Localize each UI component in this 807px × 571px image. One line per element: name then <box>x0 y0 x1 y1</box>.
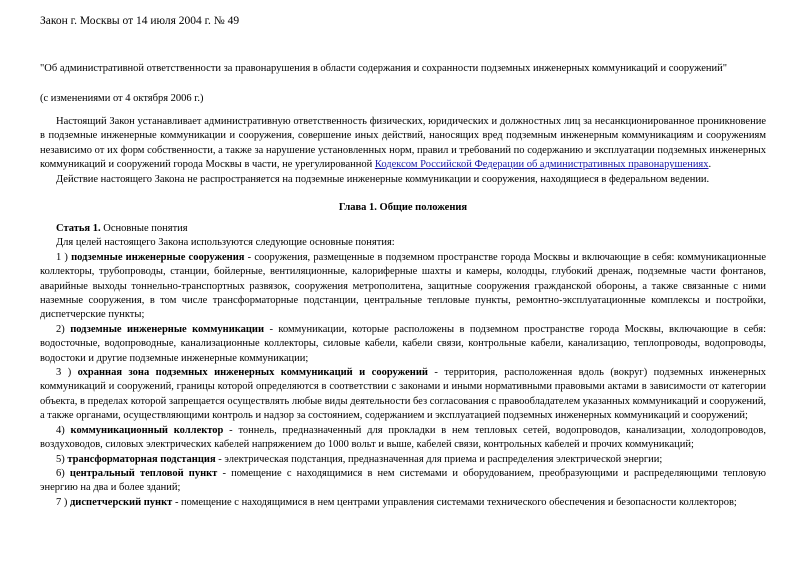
article-intro: Для целей настоящего Закона используются следующие основные понятия: <box>56 237 395 249</box>
definition-number: 6) <box>56 467 70 479</box>
definition-term: трансформаторная подстанция <box>67 453 216 465</box>
definition-item <box>40 496 766 510</box>
definition-item <box>40 467 766 496</box>
definition-number: 1 ) <box>56 251 72 263</box>
chapter-title: Глава 1. Общие положения <box>338 202 468 213</box>
article-label: Статья 1. <box>56 223 101 234</box>
definition-term: диспетчерский пункт <box>70 496 173 508</box>
definition-text: - коммуникации, которые расположены в подземном пространстве города Москвы, включающие в себя: водосточные, водопроводные, канализационные коллекторы, силовые кабели, кабели связи, контрольные кабели, канализацию, теплопроводы, водопроводы, водостоки и другие подземные инженерные коммуникации; <box>40 323 766 364</box>
article-title: Основные понятия <box>100 223 188 234</box>
definition-item <box>40 424 766 453</box>
definition-item <box>40 323 766 366</box>
definition-term: охранная зона подземных инженерных коммуникаций и сооружений <box>77 367 428 379</box>
definition-item <box>40 251 766 323</box>
definition-term: подземные инженерные сооружения <box>71 251 245 263</box>
definition-number: 5) <box>56 453 68 465</box>
preamble-paragraph-2: Действие настоящего Закона не распространяется на подземные инженерные коммуникации и сооружения, находящиеся в федеральном ведении. <box>56 173 710 185</box>
definition-term: центральный тепловой пункт <box>69 467 218 479</box>
article-heading <box>40 222 766 236</box>
definition-text: - сооружения, размещенные в подземном пространстве города Москвы и включающие в себя: коммуникационные коллекторы, трубопроводы, станции, бойлерные, вентиляционные, калориферные шахты и камеры, колодцы, глубокий дренаж, подземные части фонтанов, аварийные выходы тоннельно-транспортных развязок, сооружения метрополитена, защитные сооружения гражданской обороны, а также связанные с ними наземные сооружения, в том числе трансформаторные подстанции, центральные тепловые пункты, ремонтно-эксплуатационные комплексы и постройки, диспетчерские пункты; <box>40 251 766 321</box>
article-1 <box>40 222 766 510</box>
administrative-code-link[interactable]: Кодексом Российской Федерации об административных правонарушениях <box>374 159 709 171</box>
preamble-text: Настоящий Закон устанавливает административную ответственность физических, юридических и должностных лиц за несанкционированное проникновение в подземные инженерные коммуникации и сооружения, совершение иных действий, наносящих вред подземным инженерным коммуникациям и сооружениям независимо от их форм собственности, а также за нарушение установленных норм, правил и требований по содержанию и эксплуатации подземных инженерных коммуникаций и сооружений города Москвы в части, не урегулированной <box>40 116 766 171</box>
definition-item <box>40 366 766 424</box>
amendment-note: (с изменениями от 4 октября 2006 г.) <box>40 93 204 104</box>
preamble-paragraph-1 <box>40 115 766 173</box>
definition-text: - помещение с находящимися в нем центрами управления системами технического обеспечения и безопасности коллекторов; <box>172 496 737 508</box>
definition-text: - территория, расположенная вдоль (вокруг) подземных инженерных коммуникаций и сооружений, границы которой определяются в соответствии с законами и иными нормативными правовыми актами в зависимости от категории объекта, в пределах которой запрещается осуществлять любые виды деятельности без согласования с правообладателем указанных коммуникаций и сооружений, а также органами, осуществляющими контроль и надзор за состоянием, содержанием и эксплуатацией подземных инженерных коммуникаций и сооружений; <box>40 367 767 422</box>
definition-number: 7 ) <box>56 496 70 508</box>
definition-text: - электрическая подстанция, предназначенная для приема и распределения электрической энергии; <box>215 453 663 465</box>
definition-text: - тоннель, предназначенный для прокладки в нем тепловых сетей, водопроводов, канализации, холодопроводов, воздуховодов, силовых электрических кабелей напряжением до 1000 вольт и выше, кабелей связи, контрольных кабелей и прочих коммуникаций; <box>40 424 766 451</box>
definition-term: коммуникационный коллектор <box>70 424 224 436</box>
law-title: Закон г. Москвы от 14 июля 2004 г. № 49 <box>40 15 240 27</box>
preamble <box>40 115 766 187</box>
law-subtitle: "Об административной ответственности за правонарушения в области содержания и сохранности подземных инженерных коммуникаций и сооружений" <box>40 63 728 74</box>
definition-number: 3 ) <box>56 367 78 379</box>
definition-text: - помещение с находящимися в нем системами и оборудованием, преобразующими и распределяющими тепловую энергию на два и более зданий; <box>40 467 767 494</box>
definition-term: подземные инженерные коммуникации <box>70 323 265 335</box>
definition-item <box>40 453 766 467</box>
preamble-period: . <box>708 159 712 171</box>
definition-number: 2) <box>56 323 71 335</box>
definition-number: 4) <box>56 424 71 436</box>
